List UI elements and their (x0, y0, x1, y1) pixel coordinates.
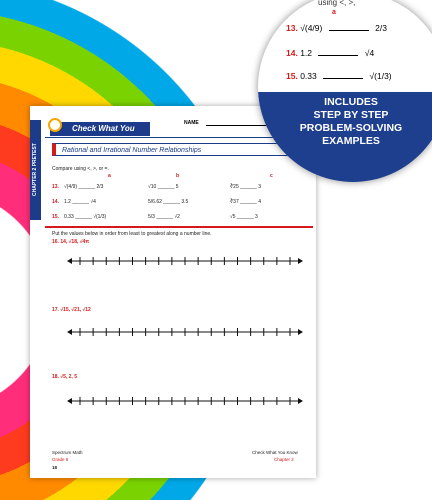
footer-book-title: Spectrum Math (52, 450, 83, 455)
lens-question-14 (286, 48, 374, 58)
number-line-17 (66, 327, 304, 337)
chapter-side-tab: CHAPTER 2 PRETEST (30, 120, 41, 220)
question-15b: 5/3 ______ √2 (148, 214, 180, 220)
callout-line-4: EXAMPLES (322, 135, 380, 147)
footer-grade: Grade 8 (52, 457, 69, 462)
lens-q14-number: 14. (286, 48, 298, 58)
callout-line-1: INCLUDES (324, 96, 378, 108)
question-16: 16. 14, √18, √4π (52, 239, 90, 245)
arrow-right-icon (298, 398, 303, 404)
question-14b: 5/6.62 ______ 3.5 (148, 199, 189, 205)
check-what-you-know-banner: Check What You Know (50, 122, 150, 136)
lens-q15-left: 0.33 (300, 71, 317, 81)
lens-q15-right: √(1/3) (369, 71, 392, 81)
question-15a: 0.33 ______ √(1/3) (64, 214, 107, 220)
footer-section-title: Check What You Know (252, 450, 298, 455)
question-18: 18. √5, 2, 5 (52, 374, 77, 380)
question-number: 14. (52, 199, 59, 205)
question-number: 15. (52, 214, 59, 220)
callout-line-2: STEP BY STEP (313, 109, 389, 121)
answer-blank (318, 55, 358, 56)
arrow-left-icon (67, 398, 72, 404)
lens-q13-left: √(4/9) (300, 23, 323, 33)
order-instruction: Put the values below in order from least to greatest along a number line. (52, 231, 212, 237)
question-17: 17. √15, √21, √12 (52, 307, 91, 313)
arrow-right-icon (298, 329, 303, 335)
number-line-18 (66, 396, 304, 406)
column-b-header: b (176, 173, 180, 179)
lens-q13-number: 13. (286, 23, 298, 33)
name-label: NAME (184, 120, 199, 126)
question-13c: ∛25 ______ 3 (230, 184, 261, 190)
arrow-left-icon (67, 329, 72, 335)
question-14a: 1.2 ______ √4 (64, 199, 96, 205)
lens-q15-number: 15. (286, 71, 298, 81)
lens-question-13 (286, 23, 387, 33)
compare-instruction: Compare using <, >, or =. (52, 166, 109, 172)
lens-q14-right: √4 (364, 48, 375, 58)
question-number: 13. (52, 184, 59, 190)
question-15c: √5 ______ 3 (230, 214, 258, 220)
magnifier-icon (48, 118, 62, 132)
lens-question-15 (286, 71, 392, 81)
number-line-16 (66, 256, 304, 266)
lens-q13-right: 2/3 (375, 23, 387, 33)
answer-blank (323, 78, 363, 79)
arrow-left-icon (67, 258, 72, 264)
section-divider (45, 226, 313, 228)
answer-blank (329, 30, 369, 31)
callout-text (276, 96, 426, 148)
arrow-right-icon (298, 258, 303, 264)
question-13b: √10 ______ 5 (148, 184, 179, 190)
question-13a: √(4/9) ______ 2/3 (64, 184, 104, 190)
question-14c: ∛37 ______ 4 (230, 199, 261, 205)
column-a-header: a (108, 173, 111, 179)
magnified-callout (258, 0, 432, 182)
page-number: 18 (52, 465, 58, 470)
section-subtitle: Rational and Irrational Number Relationships (52, 143, 312, 156)
lens-column-a: a (332, 9, 336, 16)
footer-chapter: Chapter 2 (274, 457, 294, 462)
lens-q14-left: 1.2 (300, 48, 313, 58)
lens-instruction-fragment: using <, >, (318, 0, 356, 7)
callout-line-3: PROBLEM-SOLVING (299, 122, 403, 134)
